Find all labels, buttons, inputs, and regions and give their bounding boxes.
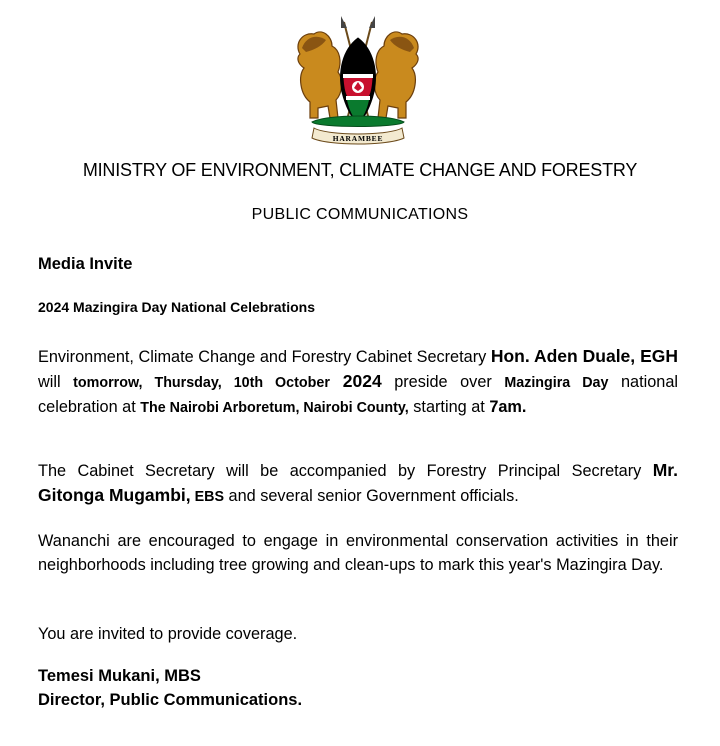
media-invite-heading: Media Invite (38, 255, 133, 273)
paragraph-coverage-invite: You are invited to provide coverage. (38, 625, 298, 643)
signatory-name: Temesi Mukani, MBS (38, 667, 201, 685)
p1-text-3: preside over (381, 373, 505, 391)
p1-text-4: national celebration at (38, 373, 679, 416)
principal-secretary-name: Mr. Gitonga Mugambi, (38, 460, 678, 505)
event-time: 7am. (489, 398, 527, 416)
p1-text-5: starting at (408, 398, 490, 416)
event-venue: The Nairobi Arboretum, Nairobi County, (140, 400, 409, 416)
event-name: Mazingira Day (504, 375, 609, 391)
principal-secretary-honour: EBS (190, 489, 225, 505)
p1-text-1: Environment, Climate Change and Forestry Cabinet Secretary (38, 348, 491, 366)
subject-line: 2024 Mazingira Day National Celebrations (38, 299, 315, 315)
paragraph-accompaniment (38, 458, 678, 509)
event-date: tomorrow, Thursday, 10th October (73, 375, 330, 391)
motto-text: HARAMBEE (332, 134, 384, 143)
paragraph-event-details (38, 344, 678, 420)
paragraph-public-call: Wananchi are encouraged to engage in environmental conservation activities in their neighborhoods including tree growing and clean-ups to mark this year's Mazingira Day. (38, 532, 678, 574)
p2-text-1: The Cabinet Secretary will be accompanied by Forestry Principal Secretary (38, 462, 653, 480)
p1-text-2: will (38, 373, 74, 391)
event-year: 2024 (329, 371, 382, 391)
signatory-title: Director, Public Communications. (38, 691, 303, 709)
ministry-title: MINISTRY OF ENVIRONMENT, CLIMATE CHANGE AND FORESTRY (82, 160, 638, 180)
cabinet-secretary-name: Hon. Aden Duale, EGH (490, 346, 678, 366)
p2-text-2: and several senior Government officials. (224, 487, 519, 505)
kenya-coat-of-arms-icon (288, 14, 428, 149)
department-title: PUBLIC COMMUNICATIONS (251, 206, 469, 223)
